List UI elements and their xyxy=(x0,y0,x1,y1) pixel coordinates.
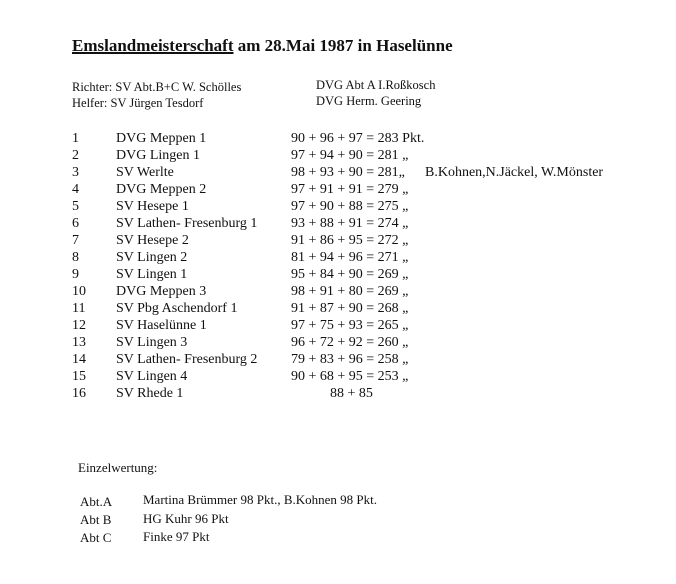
team-name: SV Werlte xyxy=(116,165,174,180)
team-name: SV Pbg Aschendorf 1 xyxy=(116,301,238,316)
team-name: SV Hesepe 2 xyxy=(116,233,189,248)
table-row xyxy=(0,250,676,267)
score: 97 + 90 + 88 = 275 „ xyxy=(291,199,409,214)
rank: 14 xyxy=(72,352,86,367)
score: 90 + 68 + 95 = 253 „ xyxy=(291,369,409,384)
einzel-heading: Einzelwertung: xyxy=(78,460,158,475)
table-row xyxy=(0,386,676,403)
team-name: DVG Meppen 2 xyxy=(116,182,207,197)
team-name: SV Lathen- Fresenburg 1 xyxy=(116,216,258,231)
score: 96 + 72 + 92 = 260 „ xyxy=(291,335,409,350)
table-row xyxy=(0,335,676,352)
score: 79 + 83 + 96 = 258 „ xyxy=(291,352,409,367)
rank: 6 xyxy=(72,216,79,231)
table-row xyxy=(0,352,676,369)
table-row xyxy=(0,369,676,386)
einzel-result: Finke 97 Pkt xyxy=(143,529,210,544)
helfer-left: Helfer: SV Jürgen Tesdorf xyxy=(72,96,204,110)
team-name: SV Lingen 4 xyxy=(116,369,188,384)
team-name: DVG Meppen 3 xyxy=(116,284,207,299)
rank: 16 xyxy=(72,386,86,401)
table-row xyxy=(0,301,676,318)
team-name: SV Rhede 1 xyxy=(116,386,184,401)
einzel-abt-label: Abt B xyxy=(80,512,112,527)
score: 95 + 84 + 90 = 269 „ xyxy=(291,267,409,282)
title-rest: am 28.Mai 1987 in Haselünne xyxy=(237,36,453,55)
table-row xyxy=(0,131,676,148)
helfer-right: DVG Herm. Geering xyxy=(316,94,422,108)
table-row xyxy=(0,216,676,233)
score: 98 + 93 + 90 = 281„ xyxy=(291,165,405,180)
rank: 5 xyxy=(72,199,79,214)
score: 88 + 85 xyxy=(330,386,373,401)
team-name: SV Lingen 3 xyxy=(116,335,188,350)
einzel-result: HG Kuhr 96 Pkt xyxy=(143,511,229,526)
table-row xyxy=(0,182,676,199)
table-row xyxy=(0,318,676,335)
team-members: B.Kohnen,N.Jäckel, W.Mönster xyxy=(425,165,604,180)
score: 81 + 94 + 96 = 271 „ xyxy=(291,250,409,265)
einzel-abt-label: Abt C xyxy=(80,530,112,545)
rank: 12 xyxy=(72,318,86,333)
table-row xyxy=(0,284,676,301)
score: 98 + 91 + 80 = 269 „ xyxy=(291,284,409,299)
rank: 15 xyxy=(72,369,86,384)
team-name: SV Lingen 2 xyxy=(116,250,188,265)
richter-right: DVG Abt A I.Roßkosch xyxy=(316,78,436,92)
score: 93 + 88 + 91 = 274 „ xyxy=(291,216,409,231)
table-row xyxy=(0,233,676,250)
rank: 13 xyxy=(72,335,86,350)
team-name: SV Hesepe 1 xyxy=(116,199,189,214)
team-name: DVG Lingen 1 xyxy=(116,148,200,163)
score: 97 + 94 + 90 = 281 „ xyxy=(291,148,409,163)
score: 97 + 91 + 91 = 279 „ xyxy=(291,182,409,197)
title-underlined: Emslandmeisterschaft xyxy=(72,36,234,55)
team-name: DVG Meppen 1 xyxy=(116,131,207,146)
table-row xyxy=(0,267,676,284)
team-name: SV Haselünne 1 xyxy=(116,318,207,333)
rank: 11 xyxy=(72,301,86,316)
score: 91 + 86 + 95 = 272 „ xyxy=(291,233,409,248)
score: 97 + 75 + 93 = 265 „ xyxy=(291,318,409,333)
table-row xyxy=(0,199,676,216)
rank: 10 xyxy=(72,284,86,299)
einzel-result: Martina Brümmer 98 Pkt., B.Kohnen 98 Pkt. xyxy=(143,492,377,507)
rank: 3 xyxy=(72,165,79,180)
rank: 7 xyxy=(72,233,79,248)
rank: 1 xyxy=(72,131,79,146)
richter-left: Richter: SV Abt.B+C W. Schölles xyxy=(72,80,242,94)
rank: 4 xyxy=(72,182,79,197)
einzel-abt-label: Abt.A xyxy=(80,494,113,509)
rank: 8 xyxy=(72,250,79,265)
page-title xyxy=(72,36,453,56)
score: 91 + 87 + 90 = 268 „ xyxy=(291,301,409,316)
team-name: SV Lathen- Fresenburg 2 xyxy=(116,352,258,367)
rank: 9 xyxy=(72,267,79,282)
score: 90 + 96 + 97 = 283 Pkt. xyxy=(291,131,425,146)
team-name: SV Lingen 1 xyxy=(116,267,188,282)
rank: 2 xyxy=(72,148,79,163)
table-row xyxy=(0,148,676,165)
table-row xyxy=(0,165,676,182)
